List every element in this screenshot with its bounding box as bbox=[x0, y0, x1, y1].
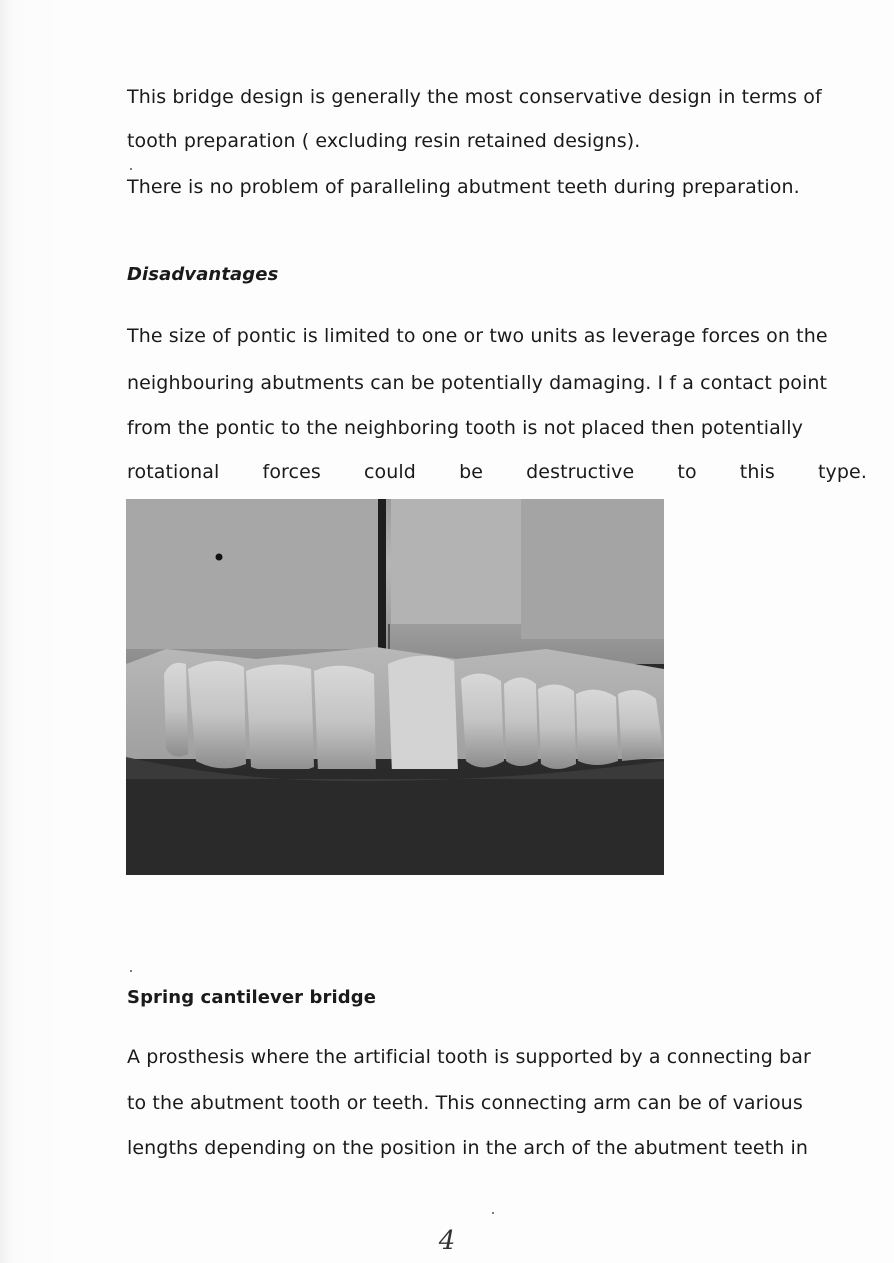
spring-cantilever-line3: lengths depending on the position in the arch of the abutment teeth in bbox=[127, 1137, 809, 1159]
spring-cantilever-line2: to the abutment tooth or teeth. This connecting arm can be of various bbox=[127, 1092, 803, 1114]
disadvantages-line3: from the pontic to the neighboring tooth is not placed then potentially bbox=[127, 417, 804, 439]
scan-speck bbox=[130, 970, 132, 972]
word: this bbox=[739, 461, 775, 483]
dental-bridge-photo bbox=[126, 499, 664, 875]
disadvantages-heading: Disadvantages bbox=[127, 264, 279, 285]
word: forces bbox=[262, 461, 321, 483]
word: type. bbox=[817, 461, 867, 483]
scan-speck bbox=[492, 1212, 494, 1214]
word: be bbox=[459, 461, 484, 483]
scan-speck bbox=[130, 168, 132, 170]
page-number: 4 bbox=[438, 1226, 456, 1256]
word: to bbox=[677, 461, 697, 483]
word: could bbox=[364, 461, 416, 483]
disadvantages-line1: The size of pontic is limited to one or two units as leverage forces on the bbox=[127, 325, 828, 347]
word: destructive bbox=[526, 461, 635, 483]
para1-line2: tooth preparation ( excluding resin retained designs). bbox=[127, 130, 641, 152]
disadvantages-line4 bbox=[127, 458, 867, 486]
disadvantages-line2: neighbouring abutments can be potentially damaging. I f a contact point bbox=[127, 372, 828, 394]
spring-cantilever-heading: Spring cantilever bridge bbox=[127, 987, 377, 1008]
teeth-model-illustration bbox=[126, 499, 664, 875]
para1-line1: This bridge design is generally the most conservative design in terms of bbox=[127, 86, 822, 108]
para2-line1: There is no problem of paralleling abutment teeth during preparation. bbox=[127, 176, 800, 198]
word: rotational bbox=[127, 461, 220, 483]
spring-cantilever-line1: A prosthesis where the artificial tooth is supported by a connecting bar bbox=[127, 1046, 811, 1068]
